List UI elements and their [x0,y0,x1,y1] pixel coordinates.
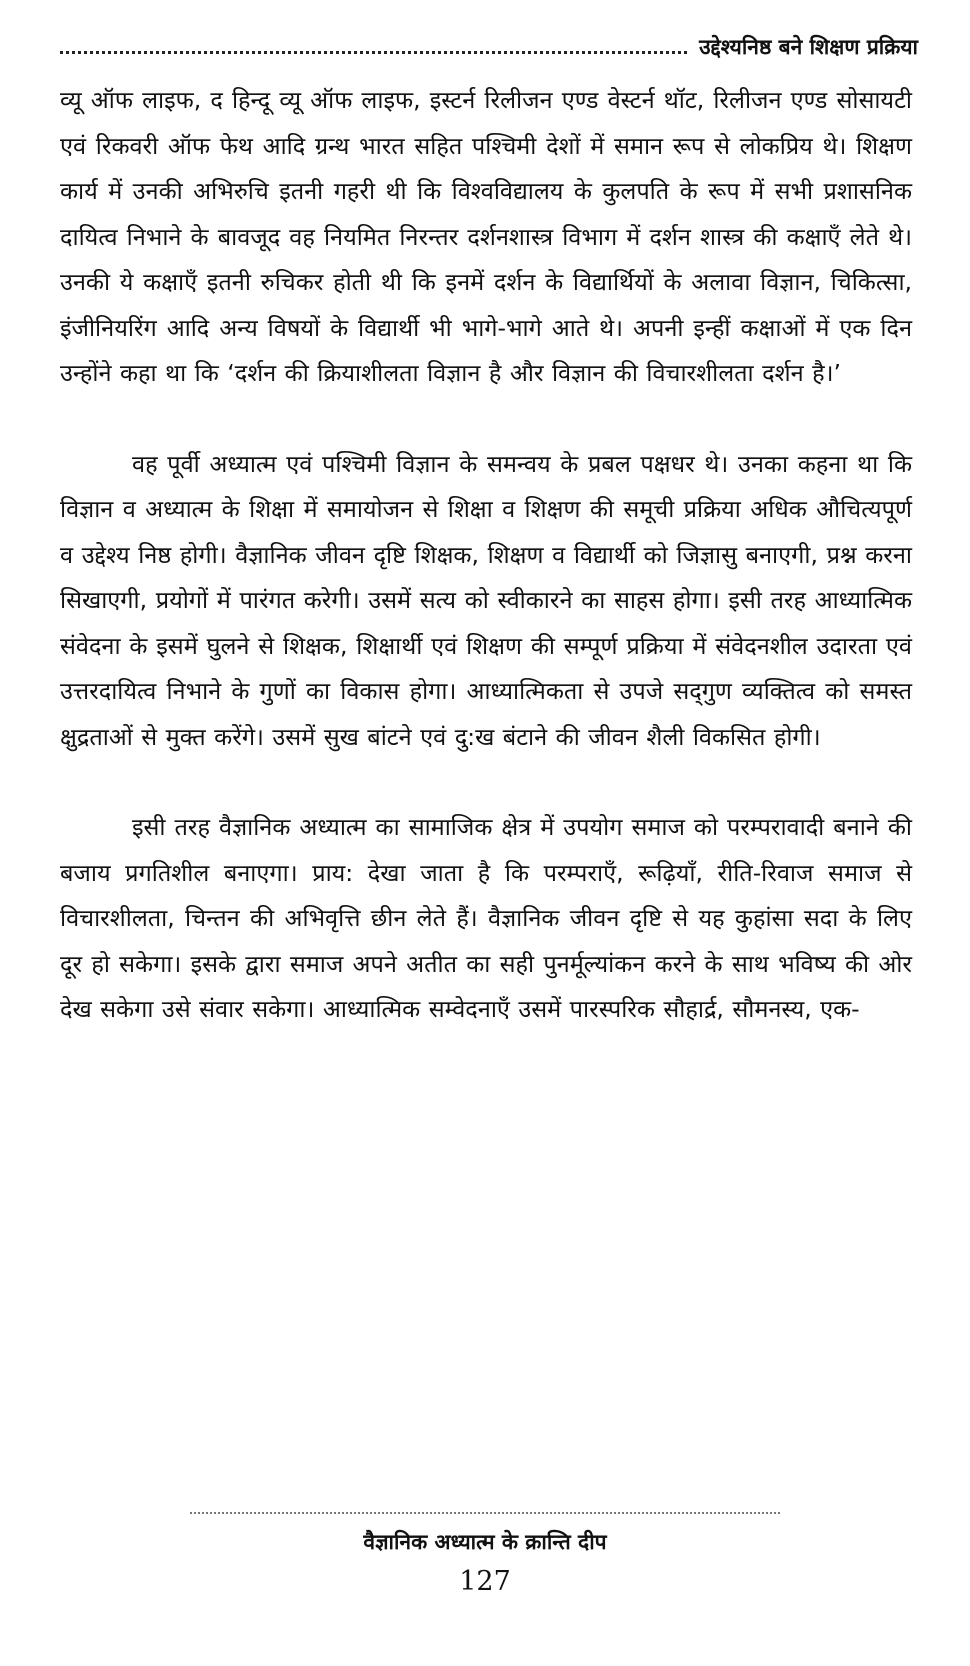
paragraph-3: इसी तरह वैज्ञानिक अध्यात्म का सामाजिक क्षेत्र में उपयोग समाज को परम्परावादी बनाने की बजाय प्रगतिशील बनाएगा। प्राय: देखा जाता है कि परम्पराएँ, रूढ़ियाँ, रीति-रिवाज समाज से विचारशीलता, चिन्तन की अभिवृत्ति छीन लेते हैं। वैज्ञानिक जीवन दृष्टि से यह कुहांसा सदा के लिए दूर हो सकेगा। इसके द्वारा समाज अपने अतीत का सही पुनर्मूल्यांकन करने के साथ भविष्य की ओर देख सकेगा उसे संवार सकेगा। आध्यात्मिक सम्वेदनाएँ उसमें पारस्परिक सौहार्द्र, सौमनस्य, एक- [60,813,912,1023]
running-header [60,28,918,62]
page-number: 127 [459,1566,511,1597]
book-title: वैज्ञानिक अध्यात्म के क्रान्ति दीप [363,1530,607,1554]
body-text [60,78,912,1033]
paragraph-2: वह पूर्वी अध्यात्म एवं पश्चिमी विज्ञान के समन्वय के प्रबल पक्षधर थे। उनका कहना था कि विज्ञान व अध्यात्म के शिक्षा में समायोजन से शिक्षा व शिक्षण की समूची प्रक्रिया अधिक औचित्यपूर्ण व उद्देश्य निष्ठ होगी। वैज्ञानिक जीवन दृष्टि शिक्षक, शिक्षण व विद्यार्थी को जिज्ञासु बनाएगी, प्रश्न करना सिखाएगी, प्रयोगों में पारंगत करेगी। उसमें सत्य को स्वीकारने का साहस होगा। इसी तरह आध्यात्मिक संवेदना के इसमें घुलने से शिक्षक, शिक्षार्थी एवं शिक्षण की सम्पूर्ण प्रक्रिया में संवेदनशील उदारता एवं उत्तरदायित्व निभाने के गुणों का विकास होगा। आध्यात्मिकता से उपजे सद्‌गुण व्यक्तित्व को समस्त क्षुद्रताओं से मुक्त करेंगे। उसमें सुख बांटने एवं दु:ख बंटाने की जीवन शैली विकसित होगी। [60,449,912,751]
paragraph-1: व्यू ऑफ लाइफ, द हिन्दू व्यू ऑफ लाइफ, इस्टर्न रिलीजन एण्ड वेस्टर्न थॉट, रिलीजन एण्ड सोसायटी एवं रिकवरी ऑफ फेथ आदि ग्रन्थ भारत सहित पश्चिमी देशों में समान रूप से लोकप्रिय थे। शिक्षण कार्य में उनकी अभिरुचि इतनी गहरी थी कि विश्वविद्यालय के कुलपति के रूप में सभी प्रशासनिक दायित्व निभाने के बावजूद वह नियमित निरन्तर दर्शनशास्त्र विभाग में दर्शन शास्त्र की कक्षाएँ लेते थे। उनकी ये कक्षाएँ इतनी रुचिकर होती थी कि इनमें दर्शन के विद्यार्थियों के अलावा विज्ञान, चिकित्सा, इंजीनियरिंग आदि अन्य विषयों के विद्यार्थी भी भागे-भागे आते थे। अपनी इन्हीं कक्षाओं में एक दिन उन्होंने कहा था कि ‘दर्शन की क्रियाशीलता विज्ञान है और विज्ञान की विचारशीलता दर्शन है।’ [60,86,912,387]
footer-dotted-rule [190,1512,780,1514]
header-dotted-leader [60,51,687,54]
chapter-title: उद्देश्यनिष्ठ बने शिक्षण प्रक्रिया [699,35,918,59]
